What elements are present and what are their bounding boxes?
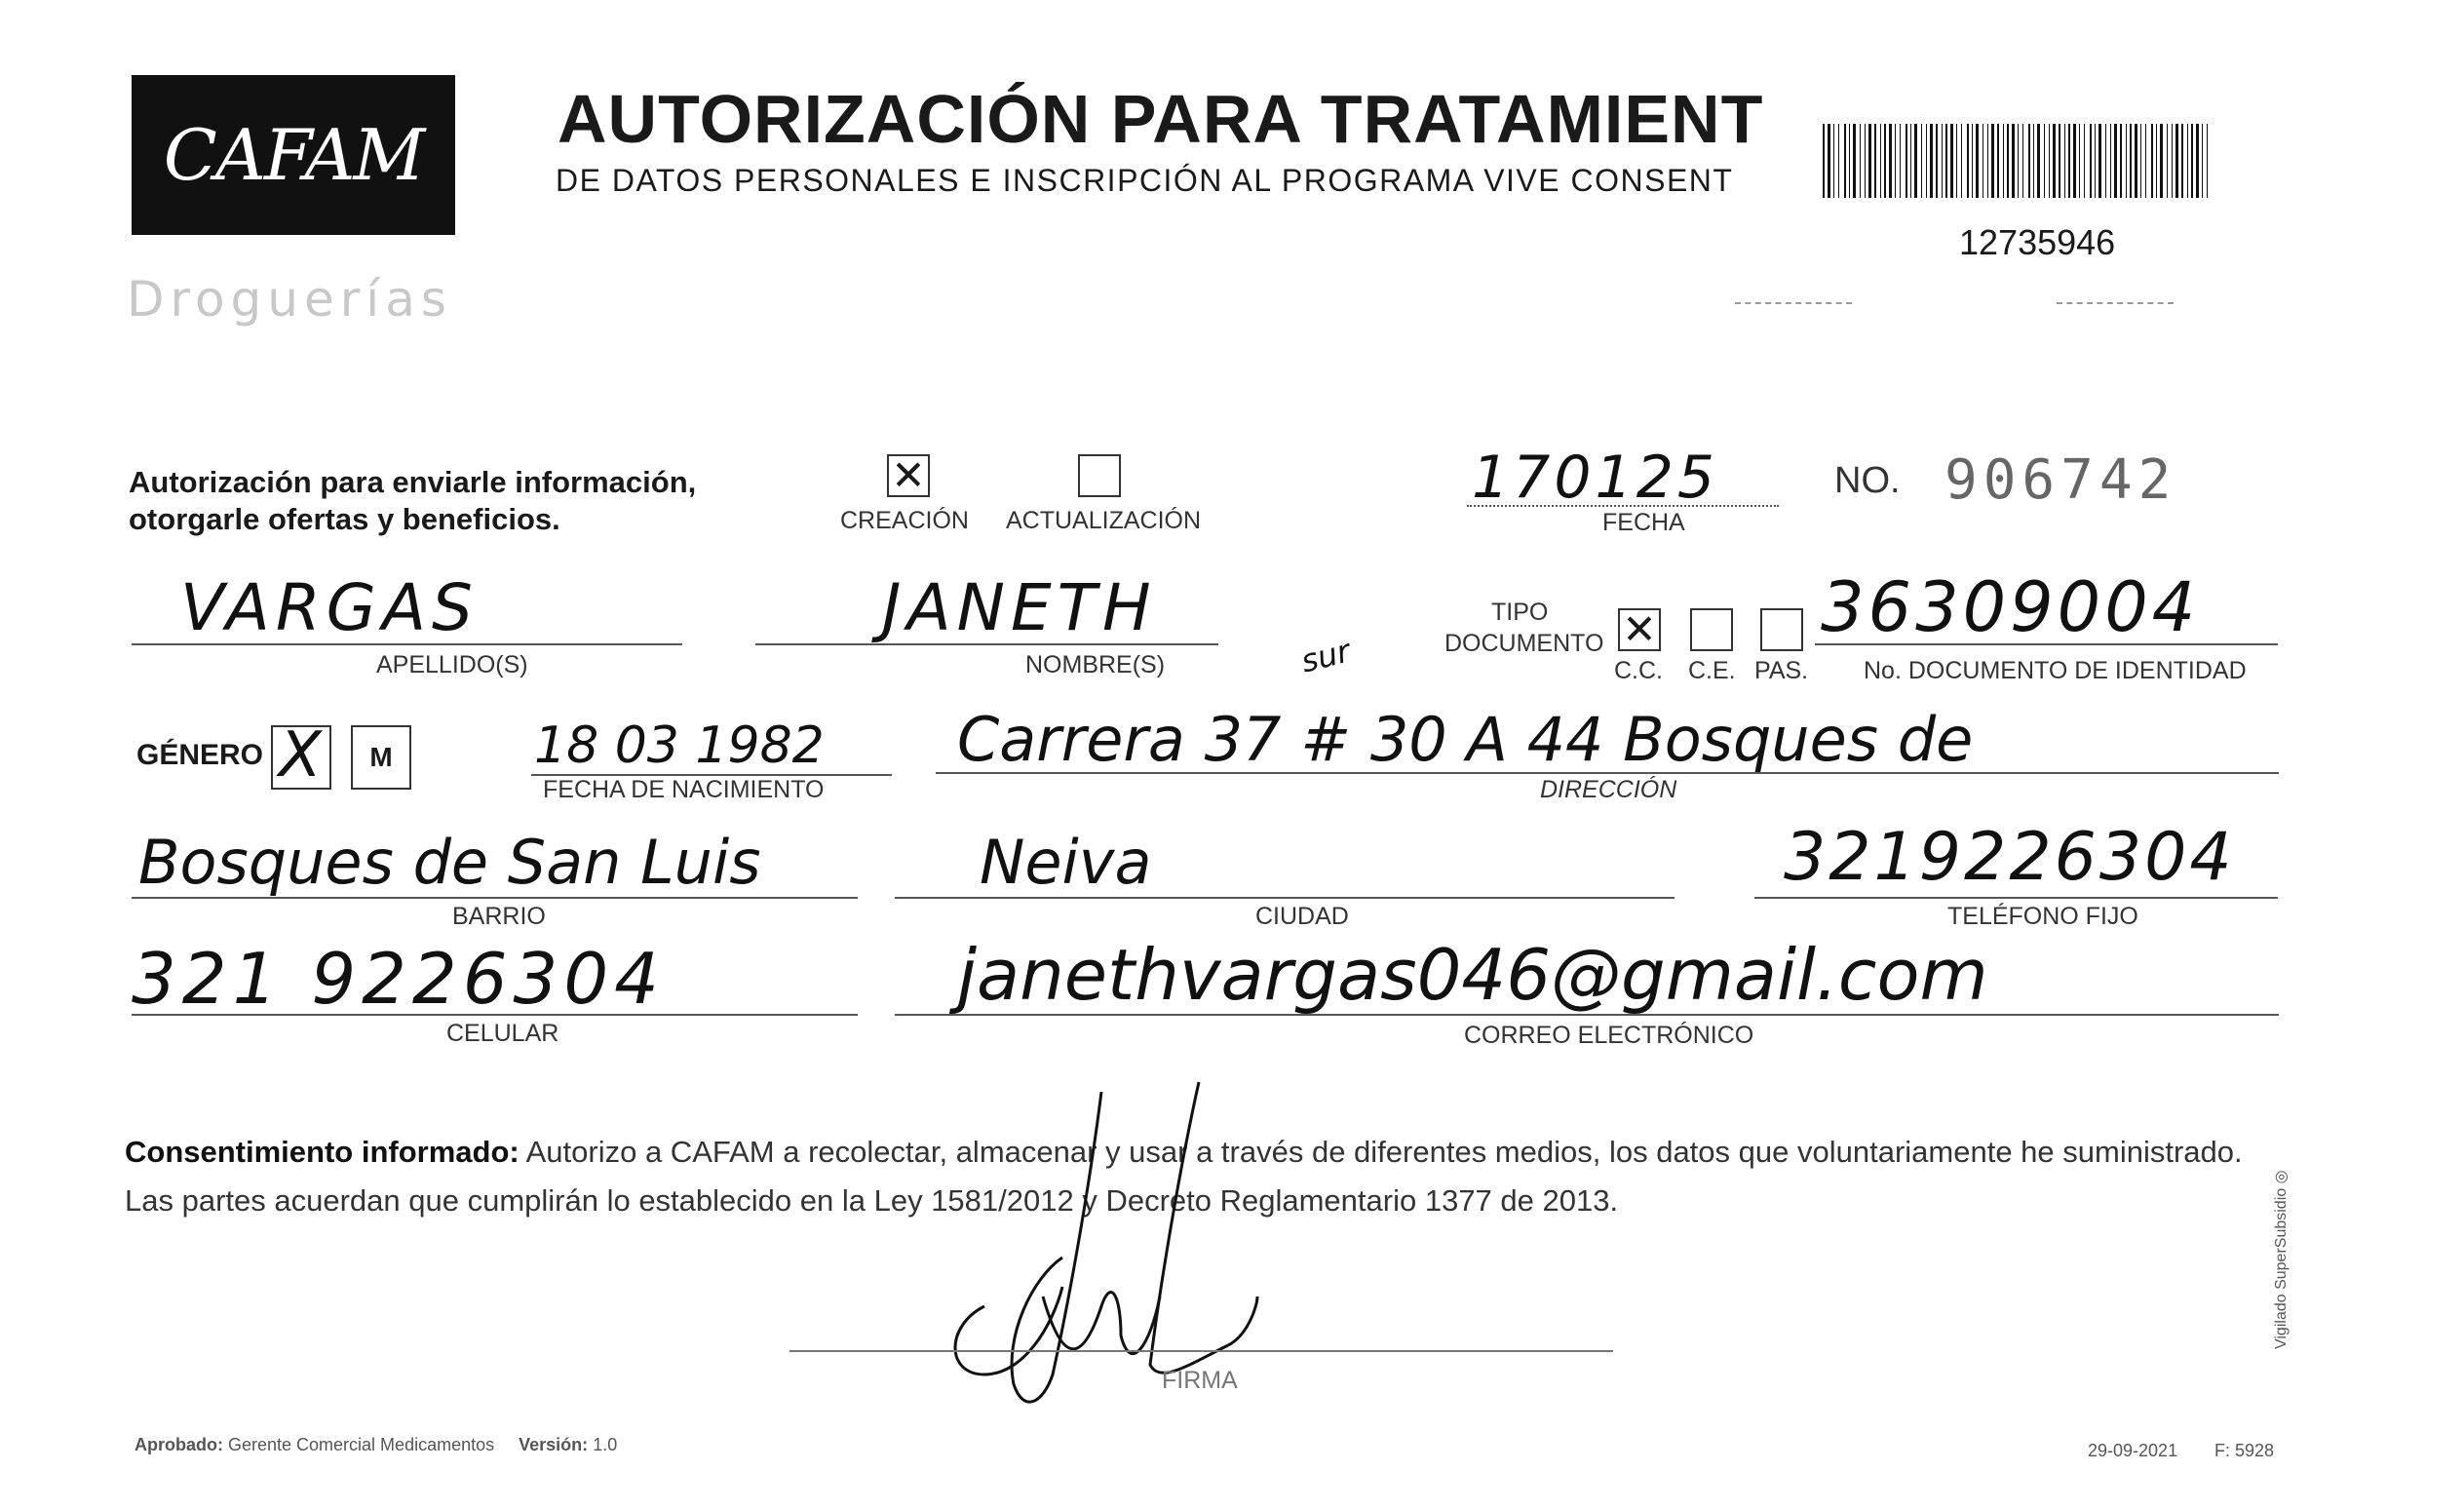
doc-number-label: No. DOCUMENTO DE IDENTIDAD [1864,657,2247,684]
version-value: 1.0 [593,1435,618,1454]
barcode-bar [2202,124,2203,198]
signature-line [789,1350,1613,1352]
barcode-bar [1874,124,1876,198]
logo-subtext: Droguerías [127,271,452,328]
actualizacion-label: ACTUALIZACIÓN [1006,507,1202,534]
barcode-bar [2175,124,2178,198]
barcode-bar [1895,124,1896,198]
barcode-bar [2181,124,2183,198]
barcode-bar [1838,124,1839,198]
barcode-bar [1997,124,1999,198]
barcode-bar [1828,124,1830,198]
barcode-bar [1930,124,1933,198]
barcode-bar [2007,124,2009,198]
barcode-bar [2003,124,2004,198]
nombre-line [755,643,1218,645]
no-label: NO. [1834,460,1901,501]
barcode-bar [1945,124,1947,198]
barcode-bar [2028,124,2030,198]
barcode-bar [1936,124,1938,198]
consent-bold: Consentimiento informado: [125,1135,520,1169]
cc-checkbox[interactable] [1618,608,1661,651]
barcode-bar [2098,124,2101,198]
barcode-bar [1991,124,1994,198]
signature [906,1053,1296,1443]
barcode-bar [2114,124,2117,198]
barcode-bar [2044,124,2045,198]
ciudad-label: CIUDAD [1255,903,1349,930]
barcode-bar [2059,124,2060,198]
barcode-bar [2110,124,2111,198]
barrio-line [132,897,858,899]
barcode-bar [2187,124,2188,198]
cc-label: C.C. [1614,657,1663,684]
logo-text: CAFAM [163,114,424,196]
barcode-number: 12735946 [1959,222,2116,262]
barcode-bar [2135,124,2137,198]
nombre-label: NOMBRE(S) [1025,651,1166,678]
vigilado-text [2271,1170,2291,1349]
barcode-bar [1844,124,1846,198]
tipo-label: TIPO [1491,599,1549,626]
form-title: AUTORIZACIÓN PARA TRATAMIENT [558,81,1764,157]
barcode-bar [1950,124,1953,198]
apellido-value[interactable]: VARGAS [180,570,479,645]
correo-line [895,1014,2279,1016]
barcode-bar [2095,124,2096,198]
footer-date-code: 29-09-2021 [2088,1441,2178,1460]
auth-label-line1: Autorización para enviarle información, [129,465,697,499]
barcode-bar [2207,124,2208,198]
barcode-bar [2105,124,2106,198]
auth-label-line2: otorgarle ofertas y beneficios. [129,502,560,536]
apellido-label: APELLIDO(S) [376,651,528,678]
barcode-bar [2012,124,2015,198]
barcode-bar [1910,124,1911,198]
barcode-bar [2160,124,2163,198]
genero-label: GÉNERO [136,739,264,771]
barcode-bar [1833,124,1834,198]
dash-line [2057,302,2174,304]
barcode-bar [2126,124,2127,198]
genero-m-label: M [369,742,393,772]
nombre-value[interactable]: JANETH [882,570,1157,645]
barcode-bar [2130,124,2132,198]
no-value: 906742 [1944,448,2177,512]
barcode-bar [2049,124,2050,198]
barcode-bar [1921,124,1922,198]
fecha-value[interactable]: 170125 [1472,444,1719,512]
barcode-bar [1900,124,1901,198]
ciudad-line [895,897,1675,899]
direccion-note: sur [1297,632,1354,680]
direccion-line [936,772,2279,774]
telefono-fijo-line [1754,897,2278,899]
barrio-value[interactable]: Bosques de San Luis [138,827,761,898]
pas-checkbox[interactable] [1760,608,1803,651]
correo-value[interactable]: janethvargas046@gmail.com [957,934,1988,1016]
barcode-bar [2079,124,2080,198]
direccion-label: DIRECCIÓN [1540,776,1677,803]
barcode-bar [1880,124,1881,198]
apellido-line [132,643,682,645]
consent-line2: Las partes acuerdan que cumplirán lo establecido en la Ley 1581/2012 y Decreto Reglamentario 1377 de 2013. [125,1183,1619,1218]
barcode-bar [2022,124,2023,198]
aprobado-value: Gerente Comercial Medicamentos [228,1435,495,1454]
check-mark-icon: ✕ [1622,606,1657,652]
ce-checkbox[interactable] [1690,608,1733,651]
barcode-bar [2064,124,2065,198]
telefono-fijo-label: TELÉFONO FIJO [1947,903,2138,930]
consent-text1: Autorizo a CAFAM a recolectar, almacenar y usar a través de diferentes medios, los datos que voluntariamente he suministrado. [519,1135,2243,1169]
barcode-bar [2073,124,2076,198]
footer-form-code: F: 5928 [2214,1441,2275,1460]
fecha-line [1467,505,1779,507]
barcode-bar [1889,124,1892,198]
firma-label: FIRMA [1162,1367,1238,1394]
fecha-label: FECHA [1602,509,1685,536]
barcode-bar [2090,124,2092,198]
fecha-nacimiento-value[interactable]: 18 03 1982 [534,716,825,775]
version-label: Versión: [519,1435,589,1454]
creacion-checkbox[interactable] [887,454,930,497]
barcode-bar [1853,124,1856,198]
form-subtitle: DE DATOS PERSONALES E INSCRIPCIÓN AL PROGRAMA VIVE CONSENT [556,163,1734,198]
direccion-value[interactable]: Carrera 37 # 30 A 44 Bosques de [957,704,1974,775]
barcode-bar [1967,124,1969,198]
genero-m-box[interactable] [351,725,411,790]
barcode-bar [1914,124,1917,198]
barcode-bar [1961,124,1962,198]
doc-number-line [1815,643,2278,645]
check-mark-icon: ✕ [891,452,926,498]
barcode-bar [1865,124,1866,198]
footer-aprobado [135,1435,617,1455]
barcode-bar [2145,124,2146,198]
supersubsidio-icon: ◎ [2273,1170,2290,1184]
barcode-bar [2084,124,2085,198]
barcode-bar [2068,124,2070,198]
actualizacion-checkbox[interactable] [1078,454,1121,497]
celular-label: CELULAR [446,1020,559,1047]
barcode-bar [2167,124,2168,198]
barcode-bar [2140,124,2141,198]
barcode-bar [2053,124,2056,198]
vigilado-label: Vigilado SuperSubsidio [2273,1187,2290,1349]
barcode-bar [1868,124,1871,198]
telefono-fijo-value[interactable]: 3219226304 [1784,819,2235,896]
aprobado-label: Aprobado: [135,1435,223,1454]
barcode-bar [1976,124,1979,198]
barrio-label: BARRIO [452,903,546,930]
barcode-bar [1823,124,1825,198]
pas-label: PAS. [1754,657,1809,684]
barcode-bar [2151,124,2153,198]
barcode [1823,124,2213,198]
barcode-bar [2196,124,2199,198]
barcode-bar [2018,124,2019,198]
ce-label: C.E. [1688,657,1736,684]
barcode-bar [1906,124,1907,198]
barcode-bar [1972,124,1973,198]
celular-line [132,1014,858,1016]
barcode-bar [2156,124,2157,198]
barcode-bar [1884,124,1886,198]
barcode-bar [1926,124,1927,198]
dash-line [1735,302,1852,304]
creacion-label: CREACIÓN [840,507,969,534]
barcode-bar [2120,124,2122,198]
barcode-bar [1849,124,1850,198]
barcode-bar [2172,124,2173,198]
genero-f-mark: X [279,719,322,792]
genero-f-box[interactable] [271,719,331,792]
documento-label: DOCUMENTO [1444,630,1604,657]
cafam-logo [132,75,455,235]
barcode-bar [1987,124,1988,198]
barcode-bar [2037,124,2040,198]
fecha-nacimiento-label: FECHA DE NACIMIENTO [543,776,825,803]
barcode-bar [1956,124,1957,198]
barcode-bar [2191,124,2193,198]
correo-label: CORREO ELECTRÓNICO [1464,1022,1754,1049]
ciudad-value[interactable]: Neiva [980,827,1152,898]
celular-value[interactable]: 321 9226304 [132,938,665,1020]
barcode-bar [1942,124,1943,198]
doc-number-value[interactable]: 36309004 [1821,567,2200,647]
barcode-bar [1860,124,1861,198]
barcode-bar [2033,124,2034,198]
